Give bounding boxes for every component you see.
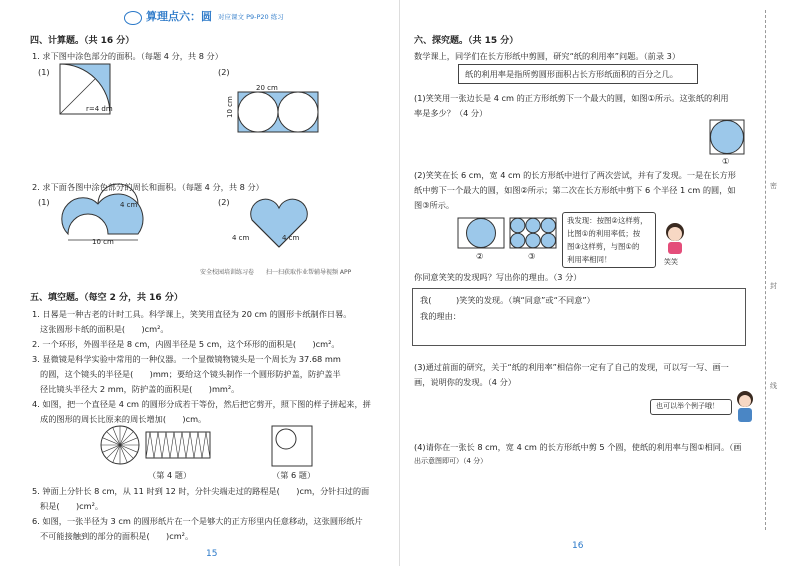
figure-3-label: ③ [528,251,536,261]
q2-1-a: 4 cm [120,201,138,209]
page-number-right: 16 [572,541,584,551]
sec5-q1b: 这张圆形卡纸的面积是( )cm²。 [40,324,169,334]
q1-1-label: (1) [38,67,50,77]
bubble-line-4: 利用率相同！ [567,255,612,264]
boy-avatar [734,390,756,424]
sec5-q4a: 4. 如图，把一个直径是 4 cm 的圆形分成若干等份，然后把它剪开，照下图的样子拼起来，拼 [32,399,371,409]
figure-2-label: ② [476,251,484,261]
hint-bubble [650,399,732,415]
speech-bubble [562,212,656,268]
margin-char-1: 密 [770,182,777,190]
footer-note: 安全校园培训练习卷 扫一扫获取作业帮辅导视频 APP [200,269,352,276]
sec5-q5a: 5. 钟面上分针长 8 cm，从 11 时到 12 时，分针尖端走过的路程是( )cm，分针扫过的面 [32,486,370,496]
margin-char-2: 封 [770,282,777,290]
sec6-q2d: 你同意笑笑的发现吗？写出你的理由。（3 分） [414,272,582,282]
bubble-line-2: 比图①的利用率低；按 [567,229,641,238]
title-reference: 对应课文 P9-P20 练习 [218,13,284,21]
q1-1-radius: r=4 dm [86,105,113,113]
q2-1-b: 10 cm [92,238,114,246]
sec5-q6a: 6. 如图，一张半径为 3 cm 的圆形纸片在一个是够大的正方形里内任意移动，这张圆形纸片 [32,516,363,526]
section-title: 算理点六：圆 [146,10,212,23]
figure-2 [458,218,504,248]
sec6-q2c: 图③所示。 [414,200,455,210]
sec5-q3a: 3. 显微镜是科学实验中常用的一种仪器。一个显微镜物镜头是一个周长为 37.68 mm [32,354,341,364]
bubble-line-3: 图③这样剪，与图①的 [567,242,640,251]
q2-2-label: (2) [218,197,230,207]
sec6-header: 六、探究题。（共 15 分） [414,36,519,46]
figure-sector-circle [100,425,140,465]
page-gutter [399,0,400,566]
sec4-header: 四、计算题。（共 16 分） [30,36,135,46]
sec6-q3a: (3)通过前面的研究，关于“纸的利用率”相信你一定有了自己的发现，可以写一写、画一 [414,362,729,372]
sec5-q3b: 的圆，这个镜头的半径是( )mm；要给这个镜头制作一个圆形防护盖，防护盖半 [40,369,341,379]
sec6-q2b: 纸中剪下一个最大的圆，如图②所示；第二次在长方形纸中剪下 6 个半径 1 cm 的圆，如 [414,185,736,195]
q1-2-top: 20 cm [256,84,278,92]
definition-text: 纸的利用率是指所剪圆形面积占长方形纸面积的百分之几。 [465,69,678,79]
page-number-left: 15 [206,549,218,559]
bubble-line-1: 我发现：按图②这样剪， [567,216,648,225]
sec5-header: 五、填空题。（每空 2 分，共 16 分） [30,293,183,303]
sec4-q2: 2. 求下面各图中涂色部分的周长和面积。（每题 4 分，共 8 分） [32,182,264,192]
answer-line-2: 我的理由： [420,311,461,321]
margin-char-3: 线 [770,382,777,390]
hint-text: 也可以举个例子哦！ [656,402,719,410]
sec5-q4b: 成的图形的周长比原来的周长增加( )cm。 [40,414,207,424]
sec4-q1: 1. 求下图中涂色部分的面积。（每题 4 分，共 8 分） [32,51,223,61]
definition-banner [458,64,698,84]
sec5-q3c: 径比镜头半径大 2 mm，防护盖的面积是( )mm²。 [40,384,240,394]
q1-2-side: 10 cm [226,96,234,118]
fig6-caption: （第 6 题） [272,470,316,480]
answer-line-1: 我( )笑笑的发现。（填“同意”或“不同意”） [420,295,595,305]
q2-2-b: 4 cm [282,234,300,242]
sec6-q4a: (4)请你在一张长 8 cm，宽 4 cm 的长方形纸中剪 5 个圆，使纸的利用率与图①相同。（画 [414,442,742,452]
sec5-q5b: 积是( )cm²。 [40,501,104,511]
figure-1 [710,120,744,154]
figure-zigzag-rect [146,432,210,458]
sec6-q1a: (1)笑笑用一张边长是 4 cm 的正方形纸剪下一个最大的圆，如图①所示。这张纸的利用 [414,93,729,103]
sec6-q3b: 画，说明你的发现。（4 分） [414,377,516,387]
figure-3 [510,218,556,248]
q2-2-a: 4 cm [232,234,250,242]
figure-heart [244,192,314,252]
q1-2-label: (2) [218,67,230,77]
figure-quarter-circle [60,64,120,124]
right-page [400,0,800,566]
sec6-q2a: (2)笑笑在长 6 cm，宽 4 cm 的长方形纸中进行了两次尝试，并有了发现。一是在长方形 [414,170,736,180]
figure-two-circles [238,92,318,132]
sec6-q4b: 出示意图即可）（4 分） [414,457,488,465]
sec5-q6b: 不可能接触到的部分的面积是( )cm²。 [40,531,194,541]
figure-1-label: ① [722,156,730,166]
fig4-caption: （第 4 题） [148,470,192,480]
girl-avatar [662,222,688,256]
sec6-intro: 数学课上，同学们在长方形纸中剪圆，研究“纸的利用率”问题。（前录 3） [414,51,681,61]
title-icon [124,11,142,25]
q2-1-label: (1) [38,197,50,207]
girl-name: 笑笑 [664,258,678,266]
figure-square-circle [272,426,312,466]
sec5-q2: 2. 一个环形，外圆半径是 8 cm，内圆半径是 5 cm，这个环形的面积是( )cm²。 [32,339,340,349]
sec5-q1a: 1. 日晷是一种古老的计时工具。科学课上，笑笑用直径为 20 cm 的圆形卡纸制作日晷。 [32,309,352,319]
sec6-q1b: 率是多少？（4 分） [414,108,488,118]
margin-rule [765,10,766,530]
